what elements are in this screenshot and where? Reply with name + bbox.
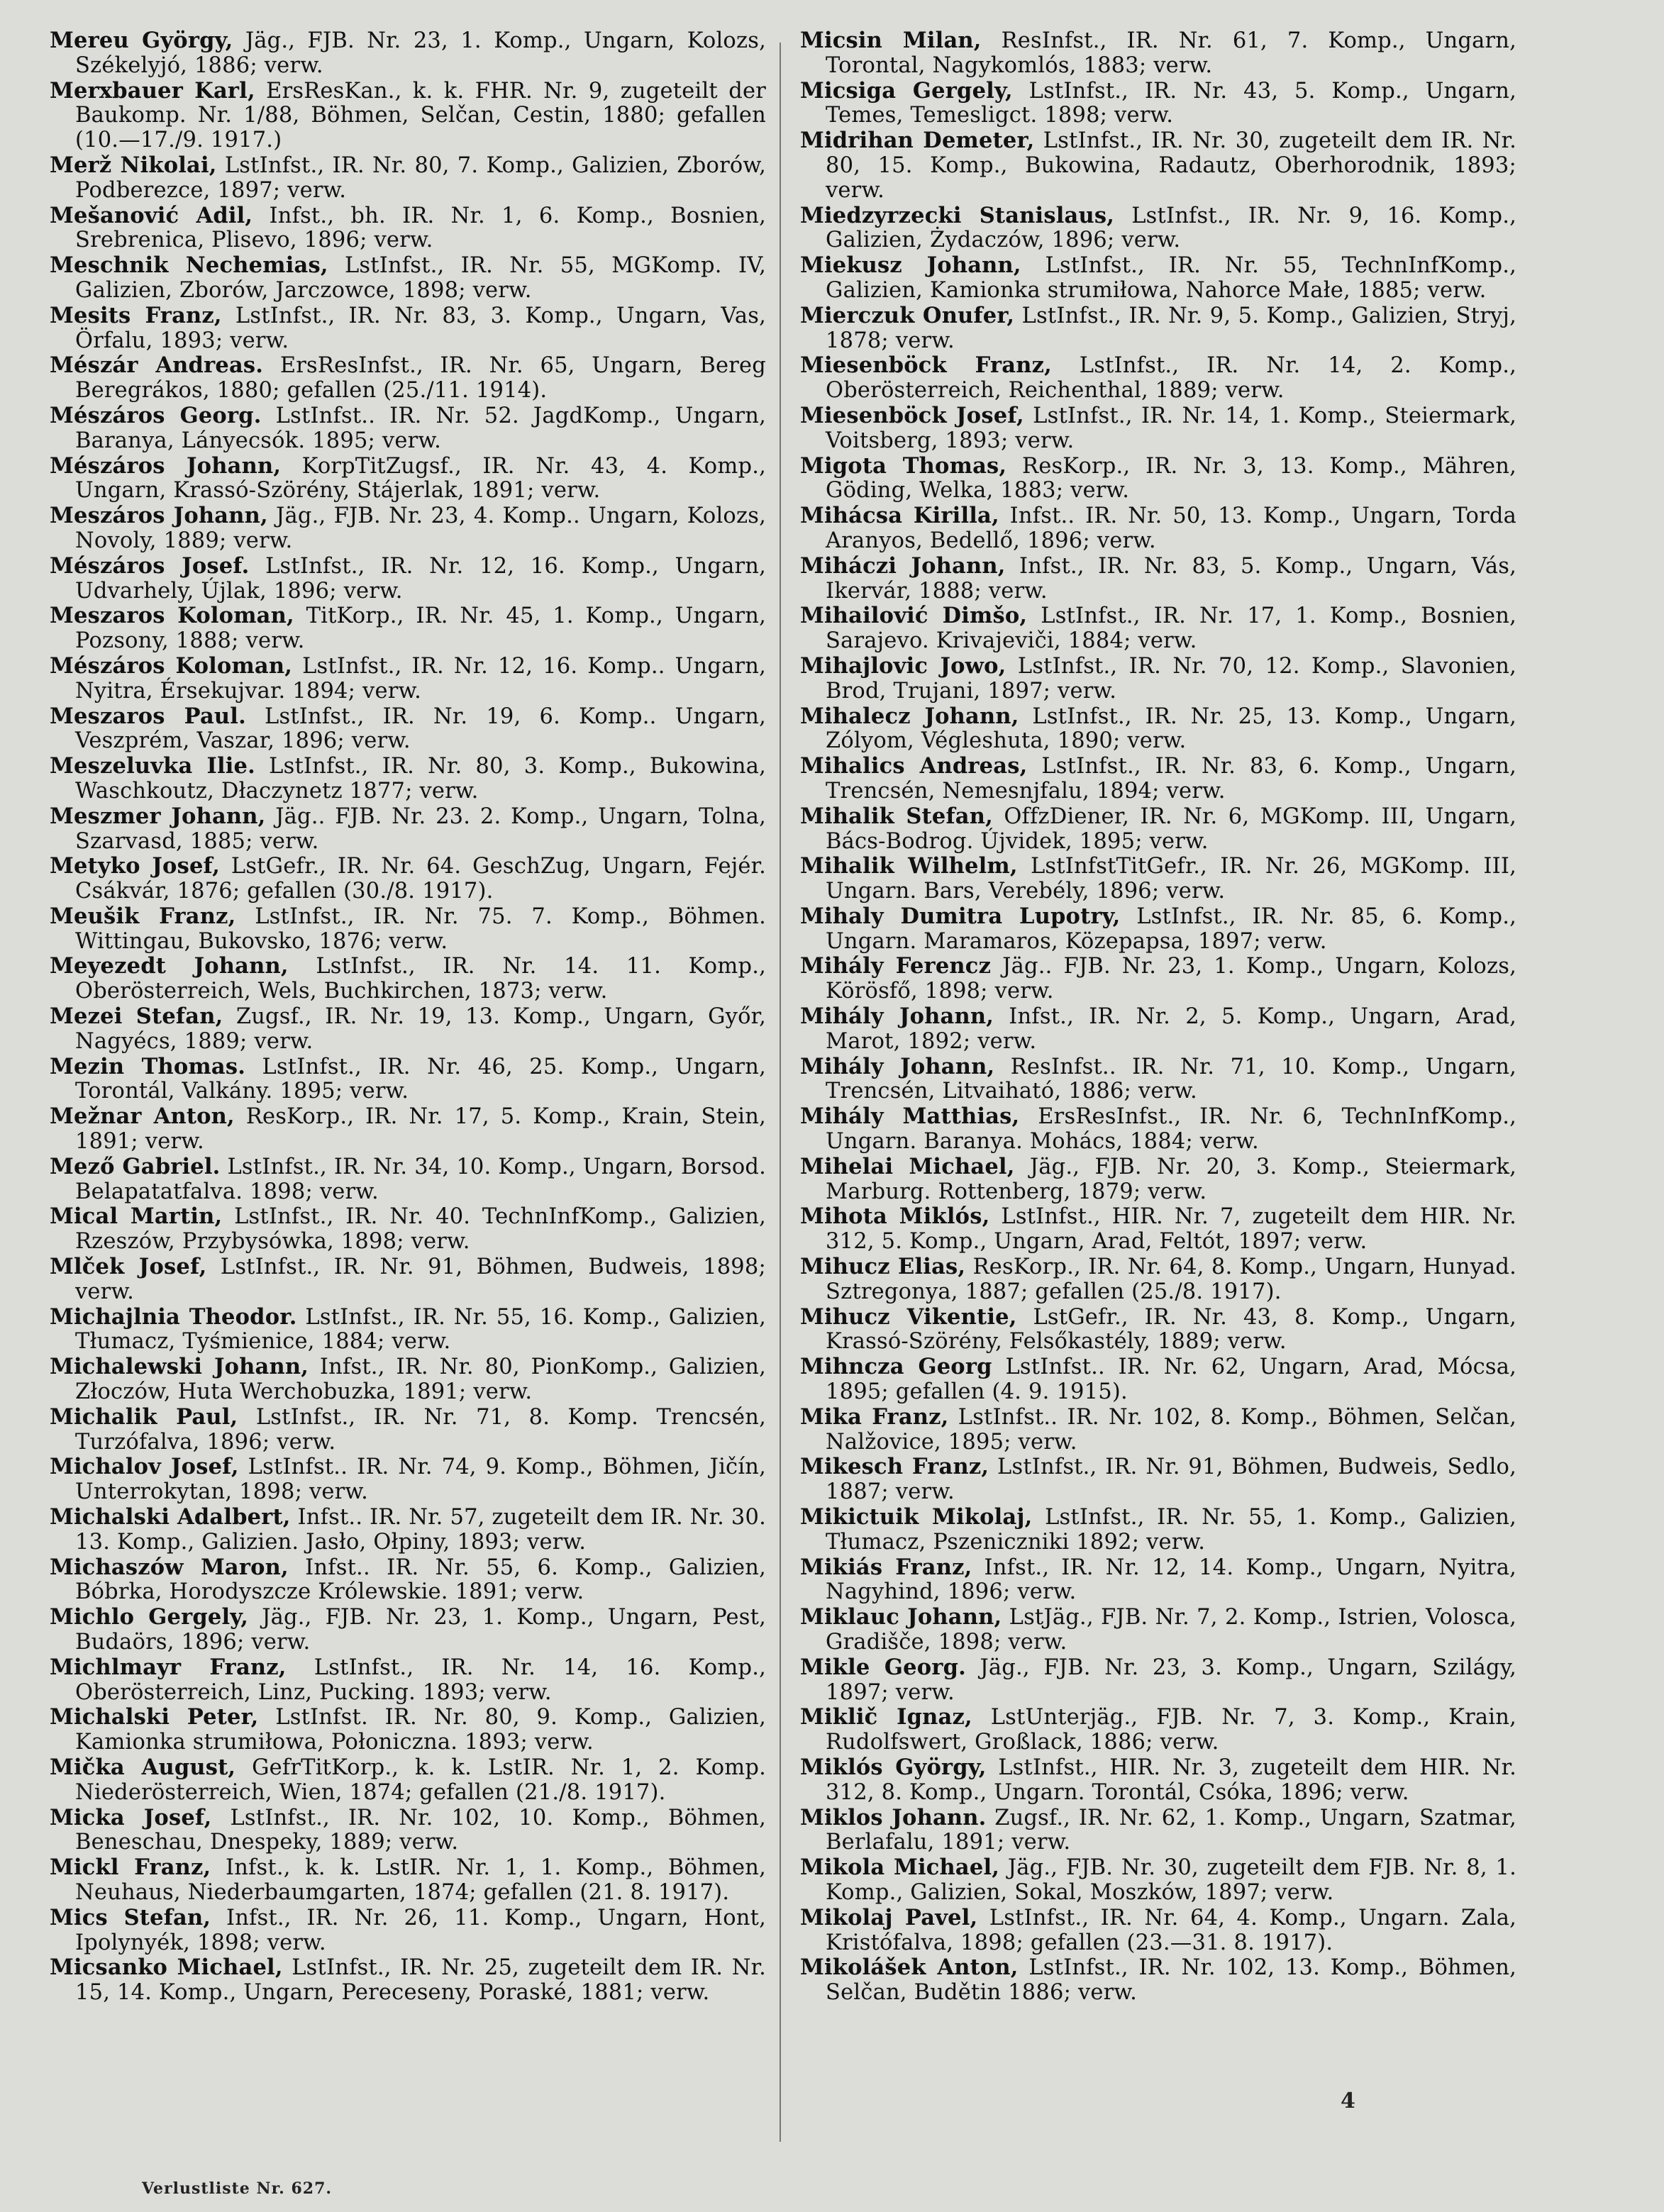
casualty-entry xyxy=(50,1405,766,1455)
casualty-entry xyxy=(800,854,1516,904)
entry-details: LstInfst., IR. Nr. 102, 13. Komp., Böhmen, Selčan, Budětin 1886; verw. xyxy=(826,1955,1516,2006)
entry-details: Jäg.. FJB. Nr. 23. 2. Komp., Ungarn, Tolna, Szarvasd, 1885; verw. xyxy=(75,804,766,854)
entry-name: Michalski Adalbert, xyxy=(50,1504,291,1530)
right-column xyxy=(800,28,1516,2006)
entry-details: LstInfst., IR. Nr. 80, 3. Komp., Bukowina, Waschkoutz, Dłaczynetz 1877; verw. xyxy=(75,754,767,804)
left-column xyxy=(50,28,766,2006)
casualty-entry xyxy=(50,954,766,1004)
entry-name: Micsiga Gergely, xyxy=(800,77,1013,104)
entry-name: Michalewski Johann, xyxy=(50,1354,309,1380)
entry-name: Migota Thomas, xyxy=(800,452,1007,479)
casualty-entry xyxy=(50,1004,766,1055)
entry-details: LstInfst., IR. Nr. 25, 13. Komp., Ungarn, Zólyom, Végleshuta, 1890; verw. xyxy=(826,704,1516,754)
entry-details: LstJäg., FJB. Nr. 7, 2. Komp., Istrien, Volosca, Gradišče, 1898; verw. xyxy=(826,1605,1516,1655)
casualty-entry xyxy=(50,1855,766,1906)
entry-name: Mika Franz, xyxy=(800,1404,949,1430)
entry-details: LstInfst., IR. Nr. 64, 4. Komp., Ungarn. Zala, Kristófalva, 1898; gefallen (23.—31. 8. 1917). xyxy=(826,1905,1516,1955)
entry-name: Michaszów Maron, xyxy=(50,1554,289,1580)
entry-details: Jäg., FJB. Nr. 23, 3. Komp., Ungarn, Szilágy, 1897; verw. xyxy=(826,1655,1516,1705)
entry-details: LstInfst., IR. Nr. 14, 1. Komp., Steiermark, Voitsberg, 1893; verw. xyxy=(826,403,1516,453)
casualty-entry xyxy=(50,1906,766,1956)
entry-details: LstInfst., IR. Nr. 9, 16. Komp., Galizien, Żydaczów, 1896; verw. xyxy=(826,203,1516,253)
entry-details: ErsResInfst., IR. Nr. 65, Ungarn, Bereg Beregrákos, 1880; gefallen (25./11. 1914). xyxy=(75,353,766,404)
entry-name: Meszaros Koloman, xyxy=(50,603,294,629)
casualty-entry xyxy=(50,204,766,254)
entry-details: LstInfst., IR. Nr. 83, 3. Komp., Ungarn, Vas, Örfalu, 1893; verw. xyxy=(75,303,766,353)
casualty-entry xyxy=(800,1655,1516,1706)
entry-name: Meszeluvka Ilie. xyxy=(50,753,255,779)
casualty-entry xyxy=(800,1855,1516,1906)
entry-name: Michajlnia Theodor. xyxy=(50,1304,297,1330)
entry-details: LstInfst., IR. Nr. 75. 7. Komp., Böhmen. Wittingau, Bukovsko, 1876; verw. xyxy=(75,904,766,954)
entry-details: LstInfst., IR. Nr. 12, 16. Komp.. Ungarn, Nyitra, Érsekujvar. 1894; verw. xyxy=(75,653,767,704)
entry-details: Infst., IR. Nr. 26, 11. Komp., Ungarn, Hont, Ipolynyék, 1898; verw. xyxy=(75,1905,766,1955)
entry-details: Jäg.. FJB. Nr. 23, 1. Komp., Ungarn, Kolozs, Körösfő, 1898; verw. xyxy=(826,954,1516,1004)
casualty-entry xyxy=(800,1505,1516,1555)
entry-name: Mihácsa Kirilla, xyxy=(800,503,999,529)
casualty-entry xyxy=(800,253,1516,304)
entry-name: Michalik Paul, xyxy=(50,1404,238,1430)
casualty-entry xyxy=(50,1955,766,2006)
casualty-entry xyxy=(50,1655,766,1706)
entry-name: Mikiás Franz, xyxy=(800,1554,972,1580)
entry-details: TitKorp., IR. Nr. 45, 1. Komp., Ungarn, Pozsony, 1888; verw. xyxy=(75,604,766,654)
casualty-entry xyxy=(800,1605,1516,1655)
entry-name: Mlček Josef, xyxy=(50,1254,207,1280)
casualty-entry xyxy=(50,904,766,955)
entry-details: ErsResInfst., IR. Nr. 6, TechnInfKomp., Ungarn. Baranya. Mohács, 1884; verw. xyxy=(826,1104,1516,1155)
entry-details: LstInfst., IR. Nr. 12, 16. Komp., Ungarn, Udvarhely, Újlak, 1896; verw. xyxy=(75,553,766,604)
entry-details: LstInfst.. IR. Nr. 102, 8. Komp., Böhmen, Selčan, Nalžovice, 1895; verw. xyxy=(826,1404,1516,1455)
entry-name: Miesenböck Franz, xyxy=(800,352,1052,379)
column-divider xyxy=(780,43,781,2142)
entry-details: ResInfst.. IR. Nr. 71, 10. Komp., Ungarn, Trencsén, Litvaiható, 1886; verw. xyxy=(826,1054,1516,1104)
entry-details: Infst.. IR. Nr. 57, zugeteilt dem IR. Nr. 30. 13. Komp., Galizien. Jasło, Ołpiny, 1893; verw. xyxy=(75,1505,767,1555)
entry-name: Michlo Gergely, xyxy=(50,1604,249,1630)
entry-name: Mihota Miklós, xyxy=(800,1204,990,1230)
entry-name: Mészáros Josef. xyxy=(50,552,250,579)
entry-details: LstInfst., IR. Nr. 25, zugeteilt dem IR. Nr. 15, 14. Komp., Ungarn, Pereceseny, Poraské, 1881; verw. xyxy=(75,1955,766,2006)
casualty-entry xyxy=(50,1055,766,1105)
entry-name: Michalov Josef, xyxy=(50,1454,239,1480)
casualty-entry xyxy=(50,1204,766,1255)
casualty-entry xyxy=(50,854,766,904)
entry-details: OffzDiener, IR. Nr. 6, MGKomp. III, Ungarn, Bács-Bodrog. Újvidek, 1895; verw. xyxy=(826,804,1517,854)
casualty-entry xyxy=(50,1104,766,1155)
casualty-entry xyxy=(50,654,766,704)
entry-details: ResKorp., IR. Nr. 64, 8. Komp., Ungarn, Hunyad. Sztregonya, 1887; gefallen (25./8. 1917). xyxy=(826,1255,1517,1304)
entry-details: Jäg., FJB. Nr. 20, 3. Komp., Steiermark, Marburg. Rottenberg, 1879; verw. xyxy=(826,1154,1516,1204)
entry-details: Infst., IR. Nr. 12, 14. Komp., Ungarn, Nyitra, Nagyhind, 1896; verw. xyxy=(826,1555,1516,1605)
entry-name: Meszáros Johann, xyxy=(50,503,268,529)
entry-name: Mesits Franz, xyxy=(50,302,222,328)
casualty-entry xyxy=(50,1455,766,1505)
entry-details: Zugsf., IR. Nr. 19, 13. Komp., Ungarn, Győr, Nagyécs, 1889; verw. xyxy=(75,1004,766,1054)
entry-details: ResKorp., IR. Nr. 17, 5. Komp., Krain, Stein, 1891; verw. xyxy=(75,1104,766,1155)
entry-name: Mészár Andreas. xyxy=(50,352,264,379)
entry-details: LstInfst., IR. Nr. 14. 11. Komp., Oberösterreich, Wels, Buchkirchen, 1873; verw. xyxy=(75,954,766,1004)
entry-details: ResKorp., IR. Nr. 3, 13. Komp., Mähren, Göding, Welka, 1883; verw. xyxy=(826,453,1516,504)
casualty-entry xyxy=(800,604,1516,654)
casualty-entry xyxy=(800,353,1516,404)
casualty-entry xyxy=(50,1155,766,1205)
entry-details: KorpTitZugsf., IR. Nr. 43, 4. Komp., Ungarn, Krassó-Szörény, Stájerlak, 1891; verw. xyxy=(75,453,766,504)
entry-details: Infst.. IR. Nr. 55, 6. Komp., Galizien, Bóbrka, Horodyszcze Królewskie. 1891; verw. xyxy=(75,1555,767,1605)
entry-name: Mihalecz Johann, xyxy=(800,703,1019,729)
entry-details: LstInfst., IR. Nr. 91, Böhmen, Budweis, 1898; verw. xyxy=(75,1255,766,1304)
entry-name: Mička August, xyxy=(50,1754,236,1780)
casualty-entry xyxy=(800,1705,1516,1755)
entry-name: Merž Nikolai, xyxy=(50,152,217,178)
entry-details: LstGefr., IR. Nr. 64. GeschZug, Ungarn, Fejér. Csákvár, 1876; gefallen (30./8. 1917). xyxy=(75,854,766,904)
entry-name: Miklos Johann. xyxy=(800,1804,987,1830)
casualty-entry xyxy=(800,1155,1516,1205)
entry-details: LstInfst., IR. Nr. 43, 5. Komp., Ungarn, Temes, Temesligct. 1898; verw. xyxy=(826,78,1516,128)
entry-details: LstUnterjäg., FJB. Nr. 7, 3. Komp., Krain, Rudolfswert, Großlack, 1886; verw. xyxy=(826,1705,1516,1755)
casualty-entry xyxy=(50,604,766,654)
entry-details: LstInfst., IR. Nr. 55, 16. Komp., Galizien, Tłumacz, Tyśmienice, 1884; verw. xyxy=(75,1304,766,1355)
casualty-entry xyxy=(800,1004,1516,1055)
casualty-entry xyxy=(800,1405,1516,1455)
casualty-entry xyxy=(800,1355,1516,1405)
casualty-entry xyxy=(50,353,766,404)
entry-name: Mikle Georg. xyxy=(800,1654,966,1680)
entry-name: Mical Martin, xyxy=(50,1204,223,1230)
casualty-entry xyxy=(50,554,766,604)
casualty-entry xyxy=(800,1806,1516,1856)
casualty-entry xyxy=(50,1255,766,1305)
entry-details: Jäg., FJB. Nr. 30, zugeteilt dem FJB. Nr. 8, 1. Komp., Galizien, Sokal, Moszków, 1897; verw. xyxy=(826,1855,1517,1905)
casualty-entry xyxy=(50,1505,766,1555)
casualty-entry xyxy=(800,954,1516,1004)
casualty-entry xyxy=(800,554,1516,604)
casualty-entry xyxy=(800,704,1516,755)
casualty-entry xyxy=(50,1755,766,1806)
casualty-entry xyxy=(800,1055,1516,1105)
entry-name: Micsin Milan, xyxy=(800,28,982,53)
entry-name: Mihucz Elias, xyxy=(800,1254,966,1280)
entry-details: LstInfst., IR. Nr. 80, 7. Komp., Galizien, Zborów, Podberezce, 1897; verw. xyxy=(75,152,766,203)
entry-name: Michlmayr Franz, xyxy=(50,1654,287,1680)
entry-details: GefrTitKorp., k. k. LstIR. Nr. 1, 2. Komp. Niederösterreich, Wien, 1874; gefallen (21./8. 1917). xyxy=(75,1755,766,1805)
entry-name: Mihály Johann, xyxy=(800,1053,995,1079)
entry-name: Mikolaj Pavel, xyxy=(800,1904,978,1930)
casualty-entry xyxy=(50,704,766,755)
entry-name: Miháczi Johann, xyxy=(800,552,1006,579)
page-number: 4 xyxy=(1341,2089,1355,2113)
entry-name: Miedzyrzecki Stanislaus, xyxy=(800,202,1115,228)
entry-name: Meyezedt Johann, xyxy=(50,953,289,979)
entry-details: LstInfst., IR. Nr. 55, MGKomp. IV, Galizien, Zborów, Jarczowce, 1898; verw. xyxy=(75,253,766,303)
entry-name: Mickl Franz, xyxy=(50,1855,211,1881)
entry-details: LstInfst.. IR. Nr. 52. JagdKomp., Ungarn, Baranya, Lányecsók. 1895; verw. xyxy=(75,403,766,453)
entry-name: Mihalik Stefan, xyxy=(800,803,993,829)
entry-details: Jäg., FJB. Nr. 23, 4. Komp.. Ungarn, Kolozs, Novoly, 1889; verw. xyxy=(75,504,766,553)
entry-name: Mihály Matthias, xyxy=(800,1104,1020,1130)
entry-name: Miklós György, xyxy=(800,1754,987,1780)
casualty-entry xyxy=(50,1555,766,1606)
entry-name: Mihucz Vikentie, xyxy=(800,1304,1017,1330)
entry-name: Mierczuk Onufer, xyxy=(800,302,1015,328)
entry-details: Infst.. IR. Nr. 50, 13. Komp., Ungarn, Torda Aranyos, Bedellő, 1896; verw. xyxy=(826,504,1516,553)
entry-name: Mikola Michael, xyxy=(800,1855,1000,1881)
entry-details: LstInfst., IR. Nr. 19, 6. Komp.. Ungarn, Veszprém, Vaszar, 1896; verw. xyxy=(75,704,766,754)
entry-details: LstInfst., IR. Nr. 70, 12. Komp., Slavonien, Brod, Trujani, 1897; verw. xyxy=(826,653,1516,704)
entry-details: LstGefr., IR. Nr. 43, 8. Komp., Ungarn, Krassó-Szörény, Felsőkastély, 1889; verw. xyxy=(826,1304,1516,1355)
entry-name: Mešanović Adil, xyxy=(50,202,253,228)
entry-details: Infst., IR. Nr. 83, 5. Komp., Ungarn, Vás, Ikervár, 1888; verw. xyxy=(826,553,1517,604)
casualty-entry xyxy=(50,1305,766,1355)
casualty-entry xyxy=(800,1555,1516,1606)
entry-details: LstInfst., IR. Nr. 14, 2. Komp., Oberösterreich, Reichenthal, 1889; verw. xyxy=(826,353,1516,404)
entry-name: Mészáros Johann, xyxy=(50,452,282,479)
casualty-entry xyxy=(800,804,1516,855)
entry-details: LstInfst., IR. Nr. 46, 25. Komp., Ungarn, Torontál, Valkány. 1895; verw. xyxy=(75,1054,766,1104)
casualty-entry xyxy=(800,404,1516,454)
casualty-entry xyxy=(50,79,766,153)
casualty-entry xyxy=(800,1955,1516,2006)
entry-details: LstInfst., IR. Nr. 102, 10. Komp., Böhmen, Beneschau, Dnespeky, 1889; verw. xyxy=(75,1805,766,1855)
entry-details: LstInfst.. IR. Nr. 74, 9. Komp., Böhmen, Jičín, Unterrokytan, 1898; verw. xyxy=(75,1455,767,1505)
entry-details: LstInfst., IR. Nr. 14, 16. Komp., Oberösterreich, Linz, Pucking. 1893; verw. xyxy=(75,1655,766,1705)
casualty-entry xyxy=(800,1204,1516,1255)
entry-details: LstInfst., IR. Nr. 9, 5. Komp., Galizien, Stryj, 1878; verw. xyxy=(826,303,1516,353)
casualty-entry xyxy=(800,128,1516,203)
entry-details: LstInfst., IR. Nr. 85, 6. Komp., Ungarn. Maramaros, Közepapsa, 1897; verw. xyxy=(826,904,1517,954)
casualty-entry xyxy=(50,153,766,204)
casualty-entry xyxy=(50,253,766,304)
entry-name: Meušik Franz, xyxy=(50,903,236,929)
entry-details: Infst., IR. Nr. 80, PionKomp., Galizien, Złoczów, Huta Werchobuzka, 1891; verw. xyxy=(75,1355,767,1405)
entry-name: Meschnik Nechemias, xyxy=(50,252,328,279)
entry-details: LstInfst., IR. Nr. 40. TechnInfKomp., Galizien, Rzeszów, Przybysówka, 1898; verw. xyxy=(75,1204,766,1255)
casualty-entry xyxy=(800,1305,1516,1355)
casualty-entry xyxy=(50,1705,766,1755)
casualty-entry xyxy=(50,1806,766,1856)
entry-details: Infst., bh. IR. Nr. 1, 6. Komp., Bosnien, Srebrenica, Plisevo, 1896; verw. xyxy=(75,203,766,253)
entry-name: Michalski Peter, xyxy=(50,1704,259,1730)
entry-name: Mereu György, xyxy=(50,28,233,53)
entry-name: Mihailović Dimšo, xyxy=(800,603,1028,629)
entry-name: Mezei Stefan, xyxy=(50,1004,223,1030)
entry-name: Mihncza Georg xyxy=(800,1354,992,1380)
casualty-entry xyxy=(800,304,1516,354)
entry-name: Midrihan Demeter, xyxy=(800,128,1035,154)
entry-name: Micka Josef, xyxy=(50,1804,212,1830)
entry-details: LstInfstTitGefr., IR. Nr. 26, MGKomp. III, Ungarn. Bars, Verebély, 1896; verw. xyxy=(826,854,1516,904)
entry-name: Miekusz Johann, xyxy=(800,252,1021,279)
entry-details: LstInfst., IR. Nr. 71, 8. Komp. Trencsén, Turzófalva, 1896; verw. xyxy=(75,1404,766,1455)
casualty-entry xyxy=(800,654,1516,704)
entry-details: ResInfst., IR. Nr. 61, 7. Komp., Ungarn, Torontal, Nagykomlós, 1883; verw. xyxy=(826,28,1516,78)
entry-name: Mikesch Franz, xyxy=(800,1454,989,1480)
casualty-entry xyxy=(50,504,766,554)
casualty-entry xyxy=(800,904,1516,955)
entry-name: Mics Stefan, xyxy=(50,1904,211,1930)
entry-details: Jäg., FJB. Nr. 23, 1. Komp., Ungarn, Pest, Budaörs, 1896; verw. xyxy=(75,1605,767,1655)
casualty-entry xyxy=(800,1906,1516,1956)
casualty-entry xyxy=(800,504,1516,554)
entry-name: Mihaly Dumitra Lupotry, xyxy=(800,903,1121,929)
entry-name: Merxbauer Karl, xyxy=(50,77,255,104)
casualty-entry xyxy=(50,454,766,504)
casualty-entry xyxy=(800,1755,1516,1806)
entry-details: LstInfst., IR. Nr. 55, 1. Komp., Galizien, Tłumacz, Pszeniczniki 1892; verw. xyxy=(826,1505,1516,1555)
entry-name: Mészáros Koloman, xyxy=(50,652,293,679)
entry-name: Mihajlovic Jowo, xyxy=(800,652,1006,679)
entry-name: Metyko Josef, xyxy=(50,853,221,879)
entry-details: LstInfst., IR. Nr. 30, zugeteilt dem IR. Nr. 80, 15. Komp., Bukowina, Radautz, Oberhorodnik, 1893; verw. xyxy=(826,128,1516,203)
entry-name: Mészáros Georg. xyxy=(50,402,262,428)
casualty-entry xyxy=(800,204,1516,254)
list-label: Verlustliste Nr. 627. xyxy=(142,2179,333,2198)
entry-name: Mihelai Michael, xyxy=(800,1153,1015,1179)
casualty-entry xyxy=(800,454,1516,504)
entry-name: Mezin Thomas. xyxy=(50,1053,246,1079)
casualty-entry xyxy=(800,79,1516,129)
entry-details: LstInfst., IR. Nr. 55, TechnInfKomp., Galizien, Kamionka strumiłowa, Nahorce Małe, 1885; verw. xyxy=(826,253,1516,303)
casualty-entry xyxy=(50,28,766,79)
entry-details: LstInfst., HIR. Nr. 7, zugeteilt dem HIR. Nr. 312, 5. Komp., Ungarn, Arad, Feltót, 1897; verw. xyxy=(826,1204,1516,1255)
casualty-entry xyxy=(50,804,766,855)
entry-name: Mihály Johann, xyxy=(800,1004,994,1030)
entry-details: Infst., k. k. LstIR. Nr. 1, 1. Komp., Böhmen, Neuhaus, Niederbaumgarten, 1874; gefallen (21. 8. 1917). xyxy=(75,1855,766,1905)
entry-name: Miesenböck Josef, xyxy=(800,402,1024,428)
casualty-entry xyxy=(800,1104,1516,1155)
entry-details: LstInfst., IR. Nr. 91, Böhmen, Budweis, Sedlo, 1887; verw. xyxy=(826,1455,1516,1505)
entry-name: Mihalik Wilhelm, xyxy=(800,853,1018,879)
entry-name: Mikictuik Mikolaj, xyxy=(800,1504,1033,1530)
entry-name: Meszmer Johann, xyxy=(50,803,266,829)
entry-name: Mikolášek Anton, xyxy=(800,1955,1019,1981)
casualty-entry xyxy=(800,754,1516,804)
entry-details: Infst., IR. Nr. 2, 5. Komp., Ungarn, Arad, Marot, 1892; verw. xyxy=(826,1004,1516,1054)
entry-name: Mihály Ferencz xyxy=(800,953,992,979)
casualty-entry xyxy=(50,404,766,454)
entry-name: Miklauc Johann, xyxy=(800,1604,1002,1630)
entry-details: ErsResKan., k. k. FHR. Nr. 9, zugeteilt der Baukomp. Nr. 1/88, Böhmen, Selčan, Cestin, 1880; gefallen (10.—17./9. 1917.) xyxy=(75,78,766,153)
casualty-entry xyxy=(50,754,766,804)
casualty-entry xyxy=(50,304,766,354)
entry-name: Micsanko Michael, xyxy=(50,1955,283,1981)
entry-details: LstInfst., IR. Nr. 34, 10. Komp., Ungarn, Borsod. Belapatatfalva. 1898; verw. xyxy=(75,1154,766,1204)
casualty-entry xyxy=(50,1605,766,1655)
entry-details: Jäg., FJB. Nr. 23, 1. Komp., Ungarn, Kolozs, Székelyjó, 1886; verw. xyxy=(75,28,766,78)
entry-details: Zugsf., IR. Nr. 62, 1. Komp., Ungarn, Szatmar, Berlafalu, 1891; verw. xyxy=(826,1805,1516,1855)
entry-details: LstInfst., IR. Nr. 83, 6. Komp., Ungarn, Trencsén, Nemesnjfalu, 1894; verw. xyxy=(826,754,1516,804)
entry-name: Mežnar Anton, xyxy=(50,1104,235,1130)
entry-details: LstInfst., IR. Nr. 17, 1. Komp., Bosnien, Sarajevo. Krivajeviči, 1884; verw. xyxy=(826,604,1516,654)
entry-name: Meszaros Paul. xyxy=(50,703,246,729)
entry-name: Mihalics Andreas, xyxy=(800,753,1028,779)
entry-details: LstInfst.. IR. Nr. 62, Ungarn, Arad, Mócsa, 1895; gefallen (4. 9. 1915). xyxy=(826,1355,1516,1405)
entry-name: Miklič Ignaz, xyxy=(800,1704,972,1730)
entry-name: Mező Gabriel. xyxy=(50,1153,221,1179)
casualty-entry xyxy=(800,28,1516,79)
entry-details: LstInfst. IR. Nr. 80, 9. Komp., Galizien, Kamionka strumiłowa, Połoniczna. 1893; verw. xyxy=(75,1705,766,1755)
casualty-entry xyxy=(800,1455,1516,1505)
entry-details: LstInfst., HIR. Nr. 3, zugeteilt dem HIR. Nr. 312, 8. Komp., Ungarn. Torontál, Csóka, 1896; verw. xyxy=(826,1755,1516,1805)
casualty-entry xyxy=(50,1355,766,1405)
casualty-entry xyxy=(800,1255,1516,1305)
